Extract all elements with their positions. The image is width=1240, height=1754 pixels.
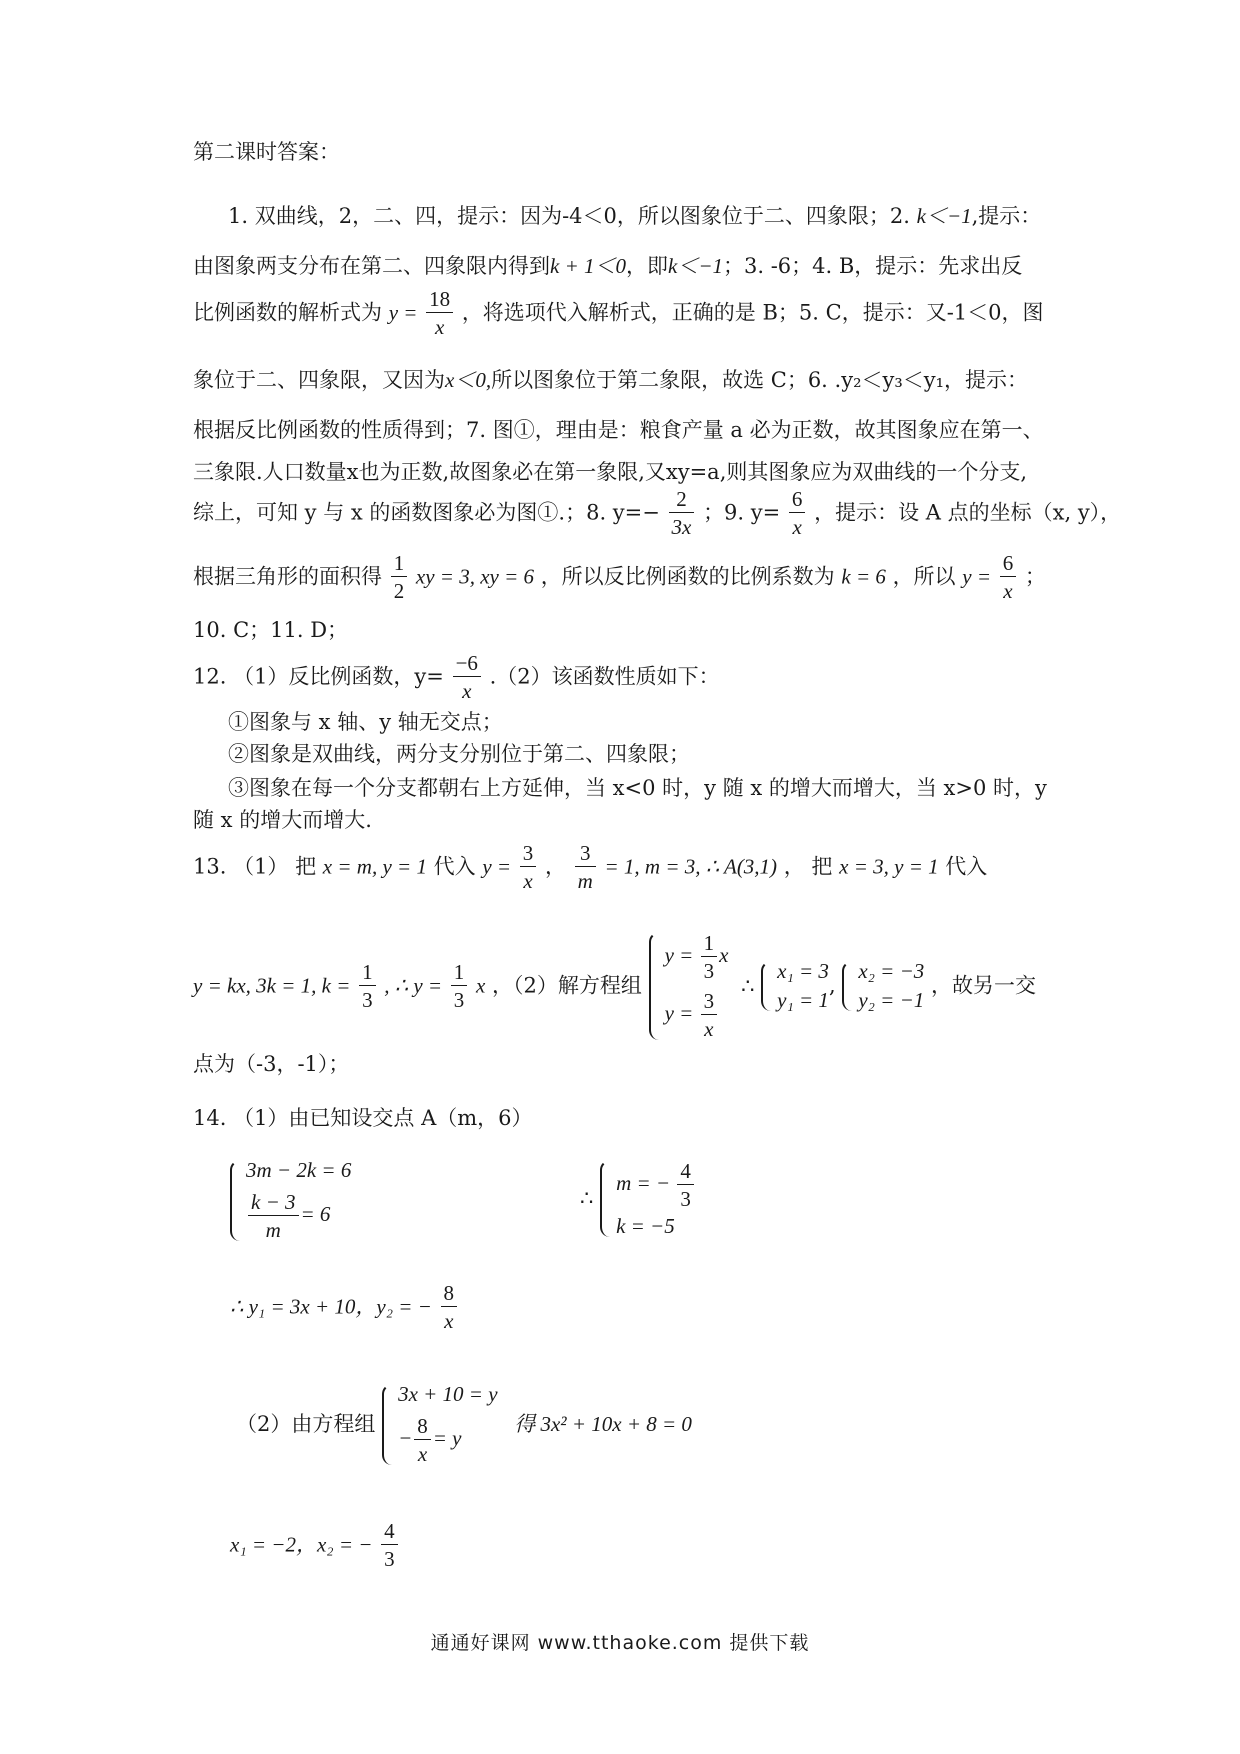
fraction-3-over-x: $\frac{3}{x}$	[520, 842, 537, 892]
fraction-3-over-x-b: $\frac{3}{x}$	[701, 990, 718, 1040]
solution-system-2: x₂ = −3 y₂ = −1	[842, 961, 924, 1011]
answer-line-7: 综上，可知 y 与 x 的函数图象必为图①.；8. y=− $\frac{2}{3x}$ ；9. y= $\frac{6}{x}$ ，提示：设 A 点的坐标（x, y），	[193, 487, 1122, 540]
answer-12-property-3-cont: 随 x 的增大而增大.	[193, 808, 372, 832]
solution-system-1: x₁ = 3 y₁ = 1	[761, 961, 829, 1011]
answer-12-property-1: ①图象与 x 轴、y 轴无交点；	[228, 710, 503, 734]
fraction-8-over-x: $\frac{8}{x}$	[441, 1282, 458, 1332]
fraction-1-over-3-c: $\frac{1}{3}$	[701, 932, 718, 982]
answer-14-roots: x₁ = −2，x₂ = − $\frac{4}{3}$	[230, 1520, 1090, 1576]
answer-line-6: 三象限.人口数量x也为正数,故图象必在第一象限,又xy=a,则其图象应为双曲线的一个分支,	[193, 460, 1028, 484]
fraction-4-over-3-b: $\frac{4}{3}$	[381, 1520, 398, 1570]
answer-14-result: ∴ y₁ = 3x + 10，y₂ = − $\frac{8}{x}$	[230, 1282, 1090, 1338]
answer-line-9: 10. C；11. D；	[193, 618, 349, 642]
fraction-neg6-over-x: $\frac{-6}{x}$	[453, 652, 481, 702]
answer-line-5: 根据反比例函数的性质得到；7. 图①，理由是：粮食产量 a 必为正数，故其图象应在第一、	[193, 418, 1044, 442]
fraction-18-over-x: $\frac{18}{x}$	[426, 288, 453, 338]
answer-line-3: 比例函数的解析式为 y = $\frac{18}{x}$ ，将选项代入解析式，正确的是 B；5. C，提示：又-1＜0，图	[193, 287, 1044, 340]
answer-line-2: 由图象两支分布在第二、四象限内得到k + 1＜0，即k＜−1；3. -6；4. B，提示：先求出反	[193, 254, 1023, 278]
equation-system-14b: 3x + 10 = y − $\frac{8}{x}$ = y	[382, 1384, 497, 1465]
answer-12-property-2: ②图象是双曲线，两分支分别位于第二、四象限；	[228, 742, 690, 766]
answer-line-8: 根据三角形的面积得 $\frac{1}{2}$ xy = 3, xy = 6 ，所以反比例函数的比例系数为 k = 6 ，所以 y = $\frac{6}{x}$ ；	[193, 551, 1046, 604]
fraction-1-over-3-a: $\frac{1}{3}$	[359, 961, 376, 1011]
fraction-3-over-m: $\frac{3}{m}$	[575, 842, 596, 892]
answer-13-line-1: 13. （1） 把 x = m, y = 1 代入 y = $\frac{3}{x}$ ， $\frac{3}{m}$ = 1, m = 3, ∴ A(3,1) ， 把 x = 3, y = 1 代入	[193, 841, 988, 894]
answer-14-part-2: （2）由方程组 3x + 10 = y − $\frac{8}{x}$ = y 得 3x² + 10x + 8 = 0	[236, 1382, 692, 1467]
page-footer: 通通好课网 www.tthaoke.com 提供下载	[430, 1632, 810, 1654]
answer-14-header: 14. （1）由已知设交点 A（m，6）	[193, 1106, 533, 1130]
answer-line-4: 象位于二、四象限，又因为x＜0,所以图象位于第二象限，故选 C；6. .y₂＜y₃＜y₁，提示：	[193, 368, 1029, 392]
answer-13-line-3: 点为（-3，-1）；	[193, 1052, 350, 1076]
answer-12-header: 12. （1）反比例函数，y= $\frac{-6}{x}$ .（2）该函数性质如下：	[193, 651, 720, 704]
fraction-one-half: $\frac{1}{2}$	[391, 552, 408, 602]
fraction-6-over-x: $\frac{6}{x}$	[789, 488, 806, 538]
equation-system-14a: 3m − 2k = 6 $\frac{k - 3}{m}$ = 6	[230, 1160, 351, 1241]
answer-line-1: 1. 双曲线，2，二、四，提示：因为-4＜0，所以图象位于二、四象限；2. k＜−1,提示：	[228, 204, 1042, 228]
equation-system-13: y = $\frac{1}{3}$ x y = $\frac{3}{x}$	[649, 932, 729, 1040]
page-title: 第二课时答案：	[193, 140, 340, 164]
solution-system-14a: m = − $\frac{4}{3}$ k = −5	[600, 1160, 696, 1237]
fraction-1-over-3-b: $\frac{1}{3}$	[451, 961, 468, 1011]
fraction-8-over-x-b: $\frac{8}{x}$	[414, 1415, 431, 1465]
answer-14-system-2: ∴ m = − $\frac{4}{3}$ k = −5	[580, 1160, 880, 1270]
fraction-k-minus-3-over-m: $\frac{k - 3}{m}$	[248, 1191, 299, 1241]
answer-13-line-2: y = kx, 3k = 1, k = $\frac{1}{3}$ , ∴ y = $\frac{1}{3}$ x ，（2）解方程组 y = $\frac{1}{3}$ x y = $\frac{3}{x}$ ∴ x₁ = 3 y₁ = 1 , x₂ = −3 y₂ = −1 ，故另一交	[193, 931, 1036, 1042]
fraction-2-over-3x: $\frac{2}{3x}$	[669, 488, 695, 538]
fraction-4-over-3: $\frac{4}{3}$	[677, 1160, 694, 1210]
answer-12-property-3: ③图象在每一个分支都朝右上方延伸，当 x<0 时，y 随 x 的增大而增大，当 x>0 时，y	[228, 776, 1047, 800]
fraction-6-over-x-b: $\frac{6}{x}$	[1000, 552, 1017, 602]
